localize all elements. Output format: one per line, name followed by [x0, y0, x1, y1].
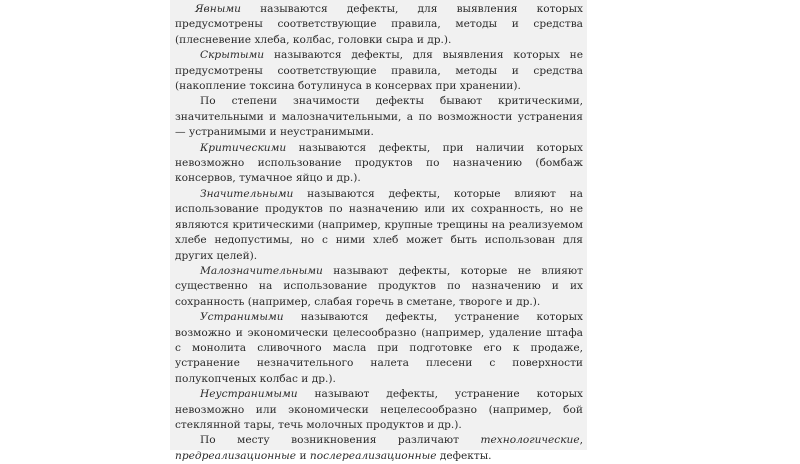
paragraph-origin-classification — [175, 433, 583, 464]
separator: и — [296, 449, 310, 462]
term-critical: Критическими — [200, 141, 287, 154]
term-significant: Значительными — [200, 187, 294, 200]
paragraph-text: По степени значимости дефекты бывают критическими, значительными и малозначительными, а по возможности устранения — устранимыми и неустранимыми. — [175, 95, 583, 139]
paragraph-text: называют дефекты, устранение которых невозможно или экономически нецелесообразно (например, бой стеклянной тары, течь молочных продуктов и др.). — [175, 388, 583, 431]
term-post-sale: послереализационные — [309, 449, 437, 462]
paragraph-text: называются дефекты, устранение которых возможно и экономически целесообразно (например, удаление штафа с монолита сливочного масла при подготовке его к продаже, устранение незначительного налета плесени с поверхности полукопченых колбас и др.). — [175, 311, 583, 385]
paragraph-explicit-defects — [175, 2, 583, 48]
paragraph-tail: дефекты. — [436, 449, 492, 462]
paragraph-hidden-defects — [175, 48, 583, 94]
paragraph-lead: По месту возникновения различают — [200, 434, 481, 447]
paragraph-text: называются дефекты, для выявления которых не предусмотрены соответствующие правила, методы и средства (накопление токсина ботулинуса в консервах при хранении). — [175, 49, 583, 93]
separator: , — [579, 434, 583, 447]
paragraph-text: называются дефекты, при наличии которых невозможно использование продуктов по назначению (бомбаж консервов, тумачное яйцо и др.). — [175, 141, 583, 185]
paragraph-text: называются дефекты, для выявления которых предусмотрены соответствующие правила, методы и средства (плесневение хлеба, колбас, головки сыра и др.). — [175, 3, 583, 46]
paragraph-minor-defects — [175, 264, 583, 310]
term-removable: Устранимыми — [200, 311, 284, 324]
document-text — [175, 2, 583, 464]
document-page — [170, 0, 587, 462]
paragraph-critical-defects — [175, 141, 583, 187]
term-pre-sale: предреализационные — [175, 449, 297, 462]
paragraph-significance — [175, 94, 583, 140]
term-minor: Малозначительными — [200, 264, 323, 277]
term-irremovable: Неустранимыми — [200, 388, 298, 401]
paragraph-irremovable-defects — [175, 387, 583, 433]
term-technological: технологические — [480, 434, 580, 447]
term-hidden: Скрытыми — [200, 49, 265, 62]
paragraph-removable-defects — [175, 310, 583, 387]
paragraph-significant-defects — [175, 187, 583, 264]
paragraph-text: называются дефекты, которые влияют на использование продуктов по назначению или их сохранность, но не являются критическими (например, крупные трещины на реализуемом хлебе недопустимы, но с ними хлеб может быть использован для других целей). — [175, 187, 583, 262]
term-explicit: Явными — [195, 3, 241, 15]
paragraph-text: называют дефекты, которые не влияют существенно на использование продуктов по назначению и их сохранность (например, слабая горечь в сметане, твороге и др.). — [175, 264, 583, 308]
